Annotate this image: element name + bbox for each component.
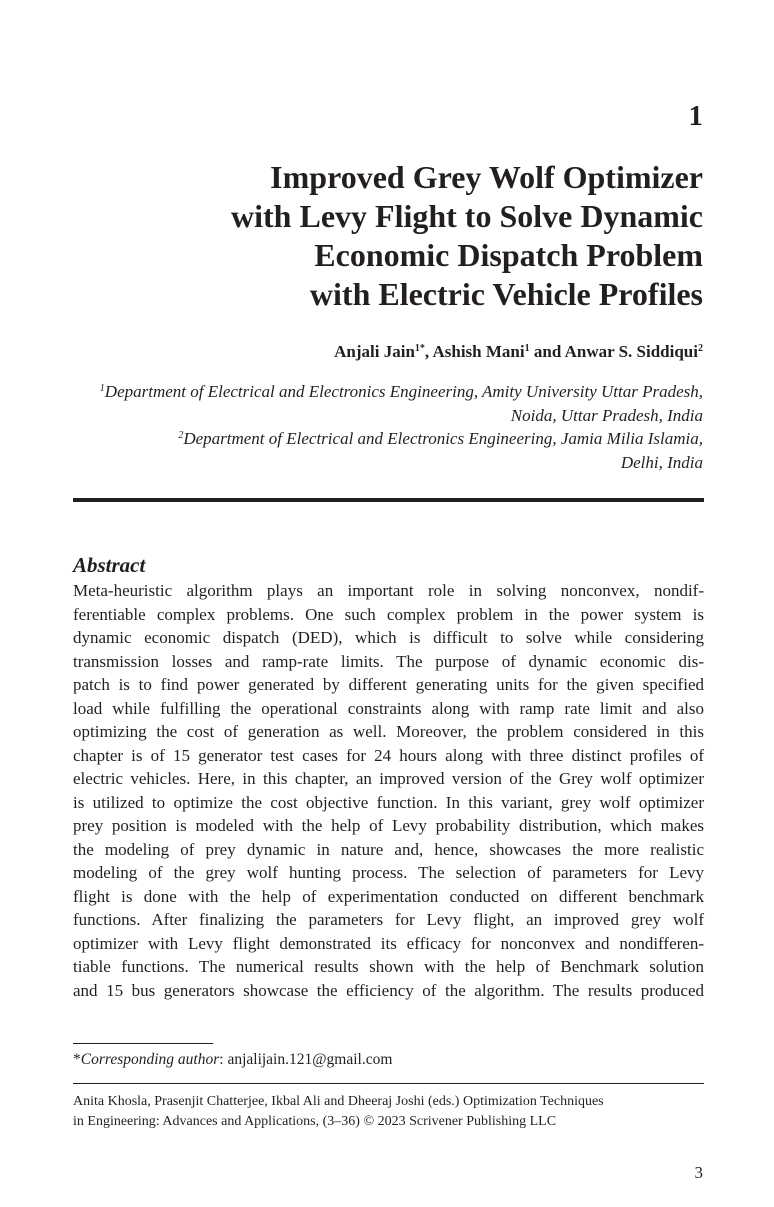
abstract-line: tiable functions. The numerical results shown with the help of Benchmark solution bbox=[73, 957, 704, 976]
author-affiliation-mark: 1* bbox=[414, 343, 425, 354]
citation-divider bbox=[73, 1083, 704, 1084]
abstract-line: electric vehicles. Here, in this chapter, an improved version of the Grey wolf optimizer bbox=[73, 769, 704, 788]
abstract-line: load while fulfilling the operational constraints along with ramp rate limit and also bbox=[73, 698, 704, 718]
footnote-email: : anjalijain.121@gmail.com bbox=[219, 1051, 393, 1068]
footnote-divider bbox=[73, 1043, 213, 1044]
abstract-line: optimizing the cost of generation as well. Moreover, the problem considered in this bbox=[73, 722, 704, 741]
affiliation-2 bbox=[43, 427, 703, 474]
abstract-line: flight is done with the help of experimentation conducted on different benchmark bbox=[73, 886, 704, 906]
header-divider bbox=[73, 498, 704, 502]
chapter-number: 1 bbox=[688, 100, 703, 132]
abstract-line: modeling of the grey wolf hunting process. The selection of parameters for Levy bbox=[73, 863, 704, 882]
abstract-line: ferentiable complex problems. One such complex problem in the power system is bbox=[73, 604, 704, 624]
title-line: Improved Grey Wolf Optimizer bbox=[270, 159, 703, 195]
author-affiliation-mark: 1 bbox=[524, 343, 530, 354]
affiliation-line bbox=[43, 380, 703, 404]
abstract-line: chapter is of 15 generator test cases for 24 hours along with three distinct profiles of bbox=[73, 745, 704, 765]
citation-line: Anita Khosla, Prasenjit Chatterjee, Ikbal Ali and Dheeraj Joshi (eds.) Optimization Techniques bbox=[73, 1094, 604, 1109]
title-line: with Levy Flight to Solve Dynamic bbox=[231, 198, 703, 234]
footnote-label: Corresponding author bbox=[80, 1051, 220, 1068]
abstract-line: optimizer with Levy flight demonstrated its efficacy for nonconvex and nondifferen- bbox=[73, 933, 704, 953]
author-separator: , bbox=[424, 342, 433, 361]
affiliation-text: Department of Electrical and Electronics Engineering, Jamia Milia Islamia, bbox=[183, 429, 703, 448]
abstract-line: functions. After finalizing the parameters for Levy flight, an improved grey wolf bbox=[73, 910, 704, 929]
author-name: Ashish Mani bbox=[432, 342, 525, 361]
affiliation-mark: 2 bbox=[178, 430, 184, 441]
affiliation-line bbox=[43, 427, 703, 451]
abstract-heading: Abstract bbox=[73, 553, 146, 577]
abstract-line: transmission losses and ramp-rate limits. The purpose of dynamic economic dis- bbox=[73, 651, 704, 671]
author-separator: and bbox=[529, 342, 565, 361]
title-line: Economic Dispatch Problem bbox=[314, 237, 703, 273]
book-citation bbox=[73, 1092, 604, 1132]
affiliation-mark: 1 bbox=[99, 383, 105, 394]
citation-line: in Engineering: Advances and Applications, (3–36) © 2023 Scrivener Publishing LLC bbox=[73, 1114, 557, 1129]
abstract-line: and 15 bus generators showcase the efficiency of the algorithm. The results produced bbox=[73, 980, 704, 1000]
affiliation-1 bbox=[43, 380, 703, 427]
abstract-line: Meta-heuristic algorithm plays an important role in solving nonconvex, nondif- bbox=[73, 581, 704, 600]
footnote-marker: * bbox=[73, 1051, 81, 1068]
author-affiliation-mark: 2 bbox=[698, 343, 703, 354]
author-name: Anwar S. Siddiqui bbox=[564, 342, 698, 361]
author-list bbox=[334, 342, 703, 362]
chapter-title bbox=[143, 158, 703, 314]
abstract-line: dynamic economic dispatch (DED), which is difficult to solve while considering bbox=[73, 628, 704, 647]
abstract-line: patch is to find power generated by different generating units for the given specified bbox=[73, 675, 704, 694]
affiliation-text: Department of Electrical and Electronics Engineering, Amity University Uttar Pradesh, bbox=[104, 382, 703, 401]
corresponding-author-footnote bbox=[73, 1051, 392, 1069]
affiliation-line: Delhi, India bbox=[620, 452, 703, 472]
abstract-body bbox=[73, 579, 704, 1002]
title-line: with Electric Vehicle Profiles bbox=[309, 276, 703, 312]
abstract-line: the modeling of prey dynamic in nature and, hence, showcases the more realistic bbox=[73, 839, 704, 859]
abstract-line: prey position is modeled with the help of Levy probability distribution, which makes bbox=[73, 816, 704, 835]
page-number: 3 bbox=[694, 1163, 703, 1182]
affiliation-line: Noida, Uttar Pradesh, India bbox=[510, 405, 703, 425]
abstract-line: is utilized to optimize the cost objective function. In this variant, grey wolf optimizer bbox=[73, 792, 704, 812]
author-name: Anjali Jain bbox=[334, 342, 415, 361]
